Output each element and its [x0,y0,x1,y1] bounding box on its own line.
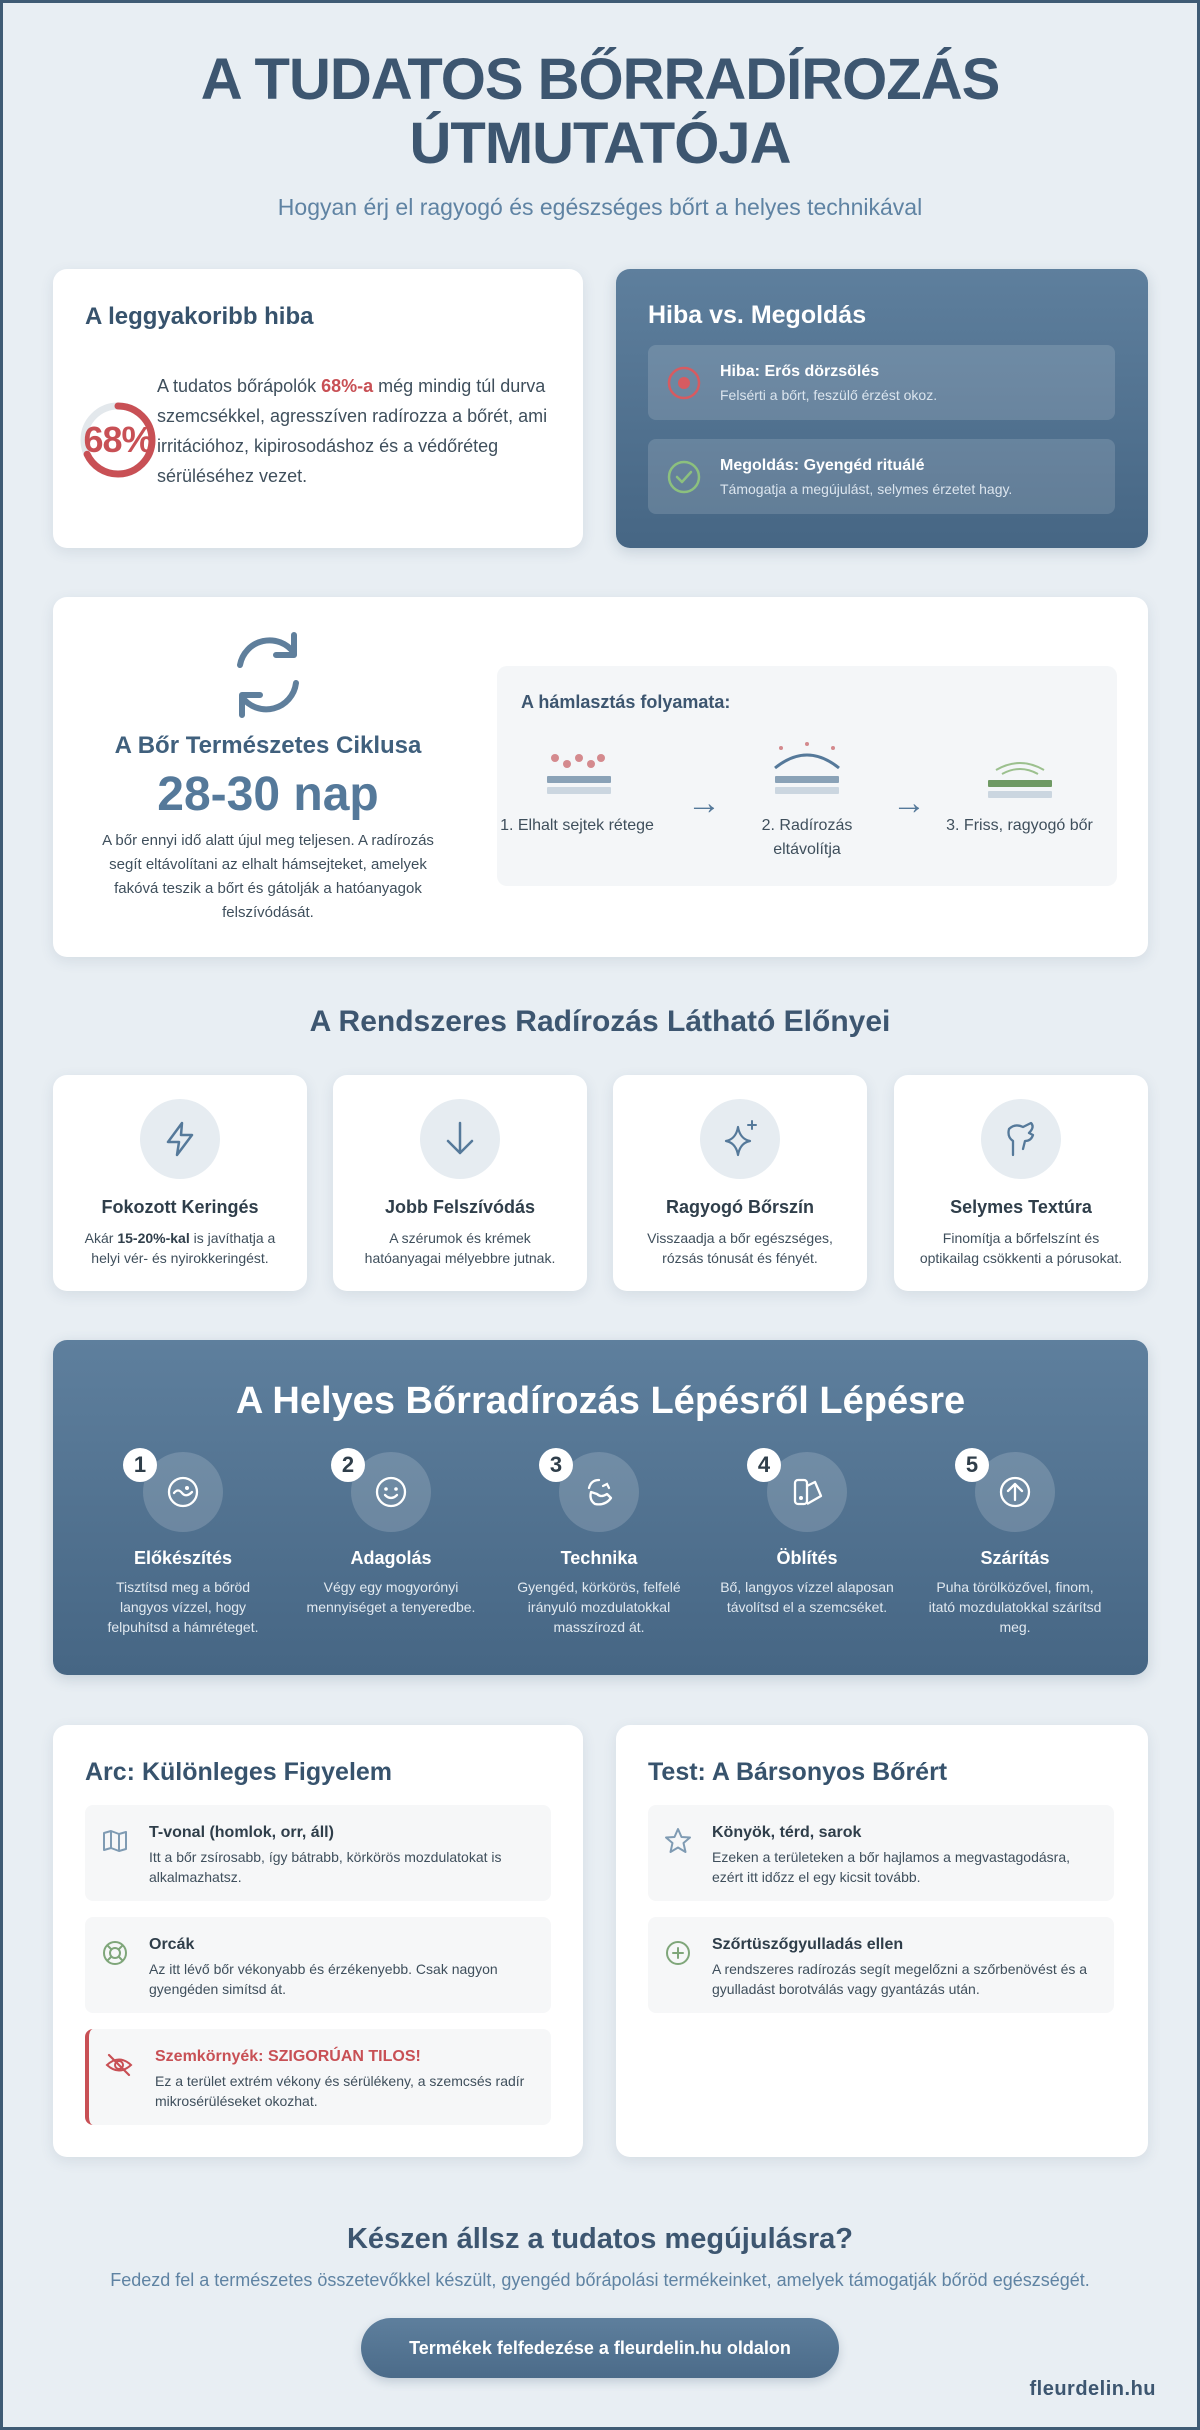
cycle-description: A bőr ennyi idő alatt újul meg teljesen. A radírozás segít eltávolítani az elhalt hámsejteket, amelyek fakóvá teszik a bőrt és gátolják a hatóanyagok felszívódását. [102,832,434,921]
process-step-label: 1. Elhalt sejtek rétege [500,817,654,834]
zone-item [648,1805,1114,1901]
brand-logo: fleurdelin.hu [1029,2378,1156,2400]
exfoliation-process [497,666,1117,886]
page-title: A TUDATOS BŐRRADÍROZÁS ÚTMUTATÓJA [200,47,1000,176]
map-icon [101,1827,129,1855]
check-circle-icon [666,459,702,495]
percent-ring [75,397,161,483]
steps-card [53,1340,1148,1675]
mistake-highlight: 68%-a [321,376,374,396]
fresh-skin-icon [980,742,1060,802]
smile-icon [373,1474,409,1510]
zone-title: T-vonal (homlok, orr, áll) [149,1824,334,1841]
benefit-title: Selymes Textúra [950,1197,1092,1217]
arrow-up-circle-icon [997,1474,1033,1510]
rinse-icon [789,1474,825,1510]
sparkles-icon [720,1119,760,1159]
zone-desc: Az itt lévő bőr vékonyabb és érzékenyebb. Csak nagyon gyengéden simítsd át. [149,1961,498,1997]
benefit-desc: A szérumok és krémek hatóanyagai mélyebbre jutnak. [364,1230,556,1266]
process-step-label: 3. Friss, ragyogó bőr [946,817,1093,834]
step-title: Technika [560,1548,638,1568]
process-step-dead-cells [497,742,657,838]
versus-item-desc: Támogatja a megújulást, selymes érzetet hagy. [720,481,1013,497]
mistake-card [53,269,583,548]
explore-products-button[interactable]: Termékek felfedezése a fleurdelin.hu oldalon [361,2318,839,2378]
body-heading: Test: A Bársonyos Bőrért [648,1758,948,1786]
lifebuoy-icon [101,1939,129,1967]
skin-cycle-card [53,597,1148,957]
versus-card [616,269,1148,548]
benefit-card [613,1075,867,1291]
eye-off-icon [105,2051,133,2079]
process-step-fresh-skin [932,742,1107,838]
step-number: 5 [955,1448,989,1482]
page-subtitle: Hogyan érj el ragyogó és egészséges bőrt a helyes technikával [277,194,923,220]
zone-item [648,1917,1114,2013]
dead-cells-layer-icon [537,742,617,802]
zone-item-warning [85,2029,551,2125]
process-arrow: → [892,784,926,822]
step-number: 1 [123,1448,157,1482]
step-number: 4 [747,1448,781,1482]
versus-item-title: Megoldás: Gyengéd rituálé [720,457,925,474]
step-number: 3 [539,1448,573,1482]
plus-circle-icon [664,1939,692,1967]
step-title: Előkészítés [133,1548,233,1568]
versus-heading: Hiba vs. Megoldás [648,301,867,329]
benefits-heading: A Rendszeres Radírozás Látható Előnyei [309,1005,891,1038]
mistake-heading: A leggyakoribb hiba [85,303,314,330]
step-desc: Bő, langyos vízzel alaposan távolítsd el a szemcséket. [720,1579,894,1615]
versus-item-desc: Felsérti a bőrt, feszülő érzést okoz. [720,387,938,403]
hand-icon [1001,1119,1041,1159]
versus-item-mistake [648,345,1115,420]
step-title: Szárítás [980,1548,1050,1568]
benefit-desc: Akár 15-20%-kal is javíthatja a helyi vér- és nyirokkeringést. [84,1230,276,1266]
x-circle-icon [666,365,702,401]
percent-label: 68% [83,419,153,460]
step-number: 2 [331,1448,365,1482]
process-title: A hámlasztás folyamata: [521,692,731,712]
versus-item-solution [648,439,1115,514]
zone-item [85,1805,551,1901]
step-desc: Puha törölközővel, finom, itató mozdulatokkal szárítsd meg. [928,1579,1102,1635]
steps-heading: A Helyes Bőrradírozás Lépésről Lépésre [235,1380,966,1422]
zone-title: Könyök, térd, sarok [712,1824,862,1841]
zone-desc: Itt a bőr zsírosabb, így bátrabb, körkörös mozdulatokat is alkalmazhatsz. [149,1849,502,1885]
versus-item-title: Hiba: Erős dörzsölés [720,363,880,380]
cta-subtitle: Fedezd fel a természetes összetevőkkel készült, gyengéd bőrápolási termékeinket, amelyek támogatják bőröd egészségét. [110,2270,1090,2290]
step-desc: Tisztítsd meg a bőröd langyos vízzel, hogy felpuhítsd a hámréteget. [107,1579,259,1635]
zone-title: Szőrtüszőgyulladás ellen [712,1936,904,1953]
face-heading: Arc: Különleges Figyelem [85,1758,393,1786]
lightning-icon [160,1119,200,1159]
zone-item [85,1917,551,2013]
zone-title: Orcák [149,1936,195,1953]
face-card [53,1725,583,2157]
hero-header [0,48,1200,221]
body-card [616,1725,1148,2157]
cycle-days: 28-30 nap [157,768,379,821]
arrow-down-icon [440,1119,480,1159]
process-arrow: → [687,784,721,822]
benefit-title: Fokozott Keringés [101,1197,259,1217]
cycle-title: A Bőr Természetes Ciklusa [114,732,422,759]
process-step-label: 2. Radírozás eltávolítja [761,817,853,858]
benefit-title: Jobb Felszívódás [384,1197,536,1217]
water-icon [165,1474,201,1510]
step-desc: Gyengéd, körkörös, felfelé irányuló mozdulatokkal masszírozd át. [517,1579,681,1635]
step-title: Adagolás [350,1548,432,1568]
benefit-desc: Visszaadja a bőr egészséges, rózsás tónusát és fényét. [647,1230,833,1266]
cta-title: Készen állsz a tudatos megújulásra? [346,2223,854,2255]
benefit-title: Ragyogó Bőrszín [665,1197,814,1217]
zone-title: Szemkörnyék: SZIGORÚAN TILOS! [155,2048,421,2065]
process-step-exfoliation [727,742,887,862]
step-title: Öblítés [776,1548,838,1568]
benefit-card [53,1075,307,1291]
zone-desc: A rendszeres radírozás segít megelőzni a szőrbenövést és a gyulladást borotválás vagy gyantázás után. [712,1961,1088,1997]
mistake-text: A tudatos bőrápolók 68%-a még mindig túl durva szemcsékkel, agresszíven radírozza a bőrét, ami irritációhoz, kipirosodáshoz és a védőréteg sérüléséhez vezet. [157,376,548,486]
scrubbing-icon [767,742,847,802]
benefit-desc: Finomítja a bőrfelszínt és optikailag csökkenti a pórusokat. [919,1230,1123,1266]
circular-motion-icon [581,1474,617,1510]
benefit-card [333,1075,587,1291]
zone-desc: Ezeken a területeken a bőr hajlamos a megvastagodásra, ezért itt időzz el egy kicsit tovább. [712,1849,1070,1885]
benefit-card [894,1075,1148,1291]
star-icon [664,1827,692,1855]
zone-desc: Ez a terület extrém vékony és sérülékeny, a szemcsés radír mikrosérüléseket okozhat. [155,2073,525,2109]
refresh-cycle-icon [228,625,308,725]
step-desc: Végy egy mogyorónyi mennyiséget a tenyeredbe. [306,1579,476,1615]
